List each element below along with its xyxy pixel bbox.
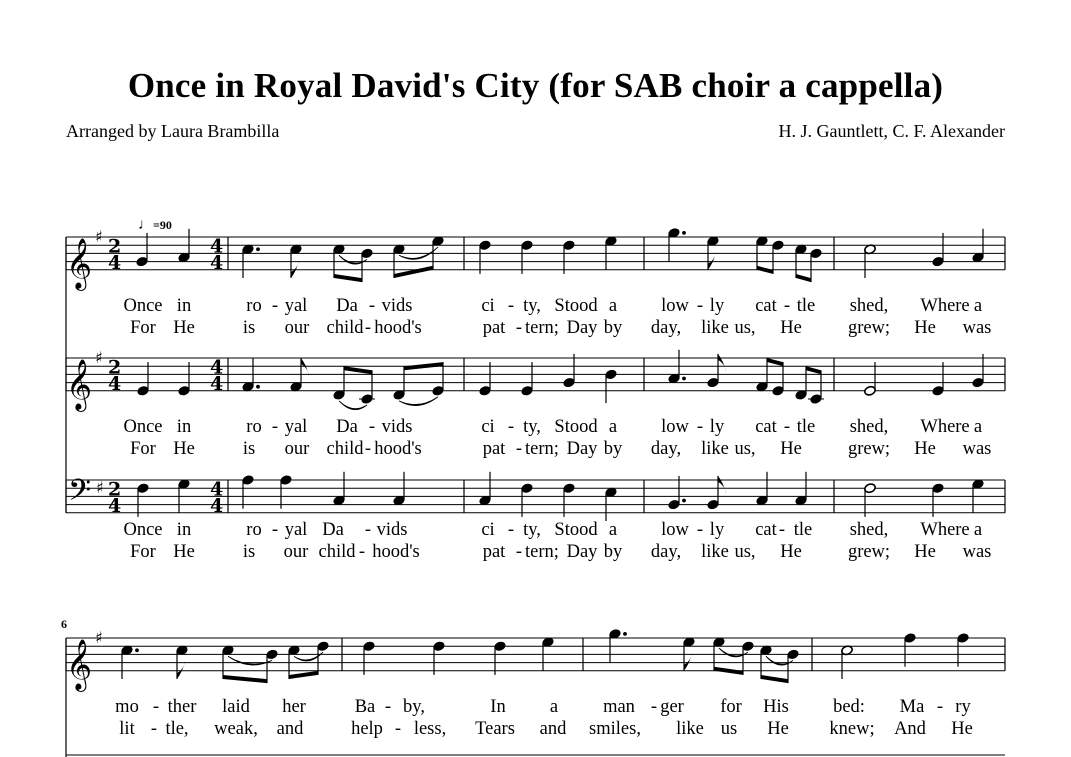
lyric-syllable: less, [413, 719, 447, 739]
lyric-syllable: ci [481, 417, 495, 437]
lyric-hyphen: - [650, 697, 658, 717]
bass-clef-icon: 𝄢 [68, 474, 92, 516]
augmentation-dot [682, 377, 686, 381]
slur [399, 397, 438, 406]
lyric-syllable: He [173, 542, 195, 562]
note-beam [767, 358, 783, 366]
lyric-syllable: a [973, 296, 983, 316]
lyric-syllable: lit [119, 719, 135, 739]
time-signature-denominator: 4 [108, 251, 122, 274]
lyric-syllable: grew; [847, 318, 891, 338]
lyric-syllable: a [608, 417, 618, 437]
lyric-hyphen: - [271, 296, 279, 316]
time-signature-numerator: 2 [108, 478, 122, 501]
lyric-hyphen: - [783, 417, 791, 437]
lyric-syllable: tle [793, 520, 813, 540]
lyric-syllable: vids [381, 296, 413, 316]
lyric-syllable: her [282, 697, 306, 717]
lyric-syllable: For [130, 542, 156, 562]
lyric-syllable: Where [920, 417, 970, 437]
lyric-syllable: ly [709, 296, 725, 316]
lyric-syllable: tern; [525, 542, 559, 562]
lyric-syllable: ry [955, 697, 971, 717]
lyric-syllable: weak, [214, 719, 258, 739]
eighth-flag [291, 260, 299, 278]
lyric-syllable: ty, [523, 520, 541, 540]
lyric-syllable: vids [376, 520, 408, 540]
lyric-syllable: ger [660, 697, 684, 717]
lyric-syllable: For [130, 439, 156, 459]
treble-clef-icon: 𝄞 [66, 638, 93, 690]
lyric-syllable: by [603, 439, 623, 459]
note-beam [714, 667, 743, 675]
lyric-syllable: and [276, 719, 304, 739]
lyric-syllable: low [661, 296, 689, 316]
lyric-hyphen: - [507, 417, 515, 437]
lyric-syllable: us, [734, 439, 756, 459]
lyric-syllable: And [894, 719, 926, 739]
lyric-syllable: like [701, 439, 729, 459]
note-beam [404, 362, 443, 370]
lyric-syllable: hood's [374, 318, 422, 338]
lyric-syllable: Once [123, 296, 163, 316]
lyric-syllable: our [284, 439, 310, 459]
lyric-hyphen: - [271, 520, 279, 540]
lyric-syllable: bed: [833, 697, 865, 717]
arranger-credit: Arranged by Laura Brambilla [66, 121, 280, 141]
lyric-hyphen: - [696, 520, 704, 540]
sharp-icon: ♯ [95, 348, 103, 367]
lyric-syllable: ly [709, 520, 725, 540]
slur [228, 656, 272, 665]
time-signature-numerator: 4 [210, 356, 224, 379]
lyric-syllable: for [720, 697, 742, 717]
lyric-hyphen: - [783, 296, 791, 316]
lyric-syllable: and [539, 719, 567, 739]
time-signature-denominator: 4 [210, 251, 224, 274]
augmentation-dot [256, 385, 260, 389]
lyric-hyphen: - [152, 697, 160, 717]
lyric-syllable: us [720, 719, 738, 739]
lyric-syllable: day, [650, 318, 682, 338]
note-beam [757, 266, 773, 274]
eighth-flag [718, 476, 726, 494]
tempo-value: =90 [153, 218, 172, 232]
lyric-syllable: low [661, 417, 689, 437]
lyric-syllable: Da [336, 296, 358, 316]
lyric-syllable: He [914, 318, 936, 338]
lyric-syllable: Ba [354, 697, 376, 717]
lyric-syllable: a [549, 697, 559, 717]
lyric-syllable: tern; [525, 439, 559, 459]
lyric-syllable: Stood [554, 417, 598, 437]
sharp-icon: ♯ [96, 478, 104, 498]
lyric-syllable: help [351, 719, 383, 739]
treble-clef-icon: 𝄞 [66, 237, 93, 289]
lyric-syllable: He [767, 719, 789, 739]
lyric-hyphen: - [358, 542, 366, 562]
slur [294, 652, 323, 661]
eighth-flag [684, 653, 692, 671]
lyric-syllable: cat [755, 417, 777, 437]
lyric-syllable: was [962, 542, 992, 562]
lyric-syllable: Once [123, 520, 163, 540]
composer-credit: H. J. Gauntlett, C. F. Alexander [778, 121, 1005, 141]
lyric-syllable: ro [246, 417, 262, 437]
lyric-hyphen: - [696, 417, 704, 437]
lyric-syllable: Day [566, 439, 598, 459]
lyric-syllable: pat [482, 318, 506, 338]
note-beam [344, 366, 372, 374]
lyric-syllable: He [914, 542, 936, 562]
quarter-note-icon: ♩ [138, 217, 153, 233]
lyric-syllable: tern; [525, 318, 559, 338]
augmentation-dot [256, 247, 260, 251]
lyric-syllable: ty, [523, 296, 541, 316]
lyric-syllable: Where [920, 520, 970, 540]
lyric-syllable: ro [246, 296, 262, 316]
lyric-syllable: Ma [899, 697, 925, 717]
lyric-syllable: a [973, 520, 983, 540]
lyric-syllable: shed, [849, 296, 889, 316]
lyric-syllable: Da [336, 417, 358, 437]
lyric-hyphen: - [778, 520, 786, 540]
lyric-syllable: our [284, 318, 310, 338]
lyric-hyphen: - [515, 542, 523, 562]
note-beam [334, 274, 362, 282]
lyric-hyphen: - [364, 318, 372, 338]
lyric-syllable: shed, [849, 520, 889, 540]
note-beam [394, 266, 433, 278]
lyric-syllable: shed, [849, 417, 889, 437]
lyric-syllable: ci [481, 296, 495, 316]
lyric-hyphen: - [271, 417, 279, 437]
lyric-syllable: Where [920, 296, 970, 316]
lyric-syllable: low [661, 520, 689, 540]
lyric-syllable: Once [123, 417, 163, 437]
treble-clef-icon: 𝄞 [66, 358, 93, 410]
lyric-syllable: tle [796, 417, 816, 437]
time-signature-numerator: 2 [108, 356, 122, 379]
lyric-syllable: He [780, 439, 802, 459]
lyric-syllable: day, [650, 439, 682, 459]
note-beam [761, 675, 788, 683]
lyric-syllable: Da [322, 520, 344, 540]
eighth-flag [708, 252, 716, 270]
lyric-syllable: us, [734, 318, 756, 338]
score-title: Once in Royal David's City (for SAB choir a cappella) [127, 66, 944, 105]
lyric-syllable: in [176, 520, 192, 540]
lyric-hyphen: - [696, 296, 704, 316]
lyric-syllable: grew; [847, 542, 891, 562]
lyric-syllable: knew; [829, 719, 875, 739]
lyric-syllable: man [603, 697, 635, 717]
lyric-syllable: In [490, 697, 506, 717]
sharp-icon: ♯ [95, 628, 103, 647]
lyric-syllable: child [326, 318, 364, 338]
lyric-hyphen: - [368, 417, 376, 437]
lyric-hyphen: - [507, 296, 515, 316]
lyric-syllable: a [973, 417, 983, 437]
sharp-icon: ♯ [95, 227, 103, 246]
lyric-syllable: He [914, 439, 936, 459]
lyric-syllable: Day [566, 318, 598, 338]
note-beam [223, 675, 267, 683]
lyric-syllable: Day [566, 542, 598, 562]
measure-number: 6 [61, 617, 67, 631]
augmentation-dot [682, 499, 686, 503]
lyric-syllable: ro [246, 520, 262, 540]
lyric-syllable: in [176, 417, 192, 437]
lyric-syllable: by [603, 318, 623, 338]
lyric-hyphen: - [384, 697, 392, 717]
lyric-syllable: a [608, 520, 618, 540]
augmentation-dot [135, 648, 139, 652]
lyric-syllable: child [326, 439, 364, 459]
eighth-flag [177, 661, 185, 679]
lyric-syllable: by [603, 542, 623, 562]
lyric-syllable: He [780, 318, 802, 338]
lyric-syllable: is [242, 318, 256, 338]
lyric-syllable: our [283, 542, 309, 562]
lyric-hyphen: - [507, 520, 515, 540]
lyric-syllable: mo [115, 697, 139, 717]
lyric-syllable: yal [284, 520, 308, 540]
lyric-syllable: ly [709, 417, 725, 437]
lyric-hyphen: - [150, 719, 158, 739]
lyric-syllable: in [176, 296, 192, 316]
note-beam [806, 366, 821, 374]
lyric-syllable: Stood [554, 296, 598, 316]
lyric-syllable: us, [734, 542, 756, 562]
eighth-flag [718, 354, 726, 372]
time-signature-numerator: 2 [108, 235, 122, 258]
lyric-syllable: tle, [165, 719, 189, 739]
time-signature-denominator: 4 [108, 372, 122, 395]
lyric-syllable: He [780, 542, 802, 562]
lyric-syllable: pat [482, 439, 506, 459]
lyric-syllable: grew; [847, 439, 891, 459]
time-signature-denominator: 4 [210, 494, 224, 517]
time-signature-denominator: 4 [108, 494, 122, 517]
lyric-syllable: is [242, 542, 256, 562]
lyric-syllable: a [608, 296, 618, 316]
note-beam [796, 274, 811, 282]
lyric-hyphen: - [936, 697, 944, 717]
lyric-syllable: He [173, 439, 195, 459]
lyric-hyphen: - [515, 318, 523, 338]
lyric-syllable: smiles, [589, 719, 641, 739]
lyric-syllable: laid [222, 697, 250, 717]
lyric-syllable: Tears [475, 719, 515, 739]
lyric-syllable: like [701, 542, 729, 562]
lyric-syllable: was [962, 318, 992, 338]
lyric-syllable: yal [284, 417, 308, 437]
lyric-syllable: like [701, 318, 729, 338]
note-beam [289, 671, 318, 679]
lyric-syllable: vids [381, 417, 413, 437]
lyric-syllable: pat [482, 542, 506, 562]
lyric-syllable: ther [167, 697, 197, 717]
lyric-syllable: cat [755, 296, 777, 316]
lyric-syllable: child [318, 542, 356, 562]
lyric-hyphen: - [364, 439, 372, 459]
lyric-syllable: hood's [372, 542, 420, 562]
lyric-hyphen: - [368, 296, 376, 316]
lyric-syllable: by, [403, 697, 425, 717]
lyric-syllable: He [173, 318, 195, 338]
lyric-syllable: yal [284, 296, 308, 316]
lyric-syllable: Stood [554, 520, 598, 540]
lyric-syllable: ty, [523, 417, 541, 437]
time-signature-denominator: 4 [210, 372, 224, 395]
lyric-syllable: ci [481, 520, 495, 540]
lyric-syllable: hood's [374, 439, 422, 459]
lyric-syllable: tle [796, 296, 816, 316]
lyric-syllable: is [242, 439, 256, 459]
lyric-syllable: day, [650, 542, 682, 562]
time-signature-numerator: 4 [210, 235, 224, 258]
lyric-syllable: He [951, 719, 973, 739]
augmentation-dot [682, 231, 686, 235]
time-signature-numerator: 4 [210, 478, 224, 501]
lyric-hyphen: - [364, 520, 372, 540]
lyric-syllable: cat [755, 520, 777, 540]
lyric-syllable: was [962, 439, 992, 459]
augmentation-dot [623, 632, 627, 636]
lyric-hyphen: - [515, 439, 523, 459]
lyric-hyphen: - [394, 719, 402, 739]
lyric-syllable: His [763, 697, 789, 717]
lyric-syllable: For [130, 318, 156, 338]
eighth-flag [301, 358, 309, 376]
lyric-syllable: like [676, 719, 704, 739]
